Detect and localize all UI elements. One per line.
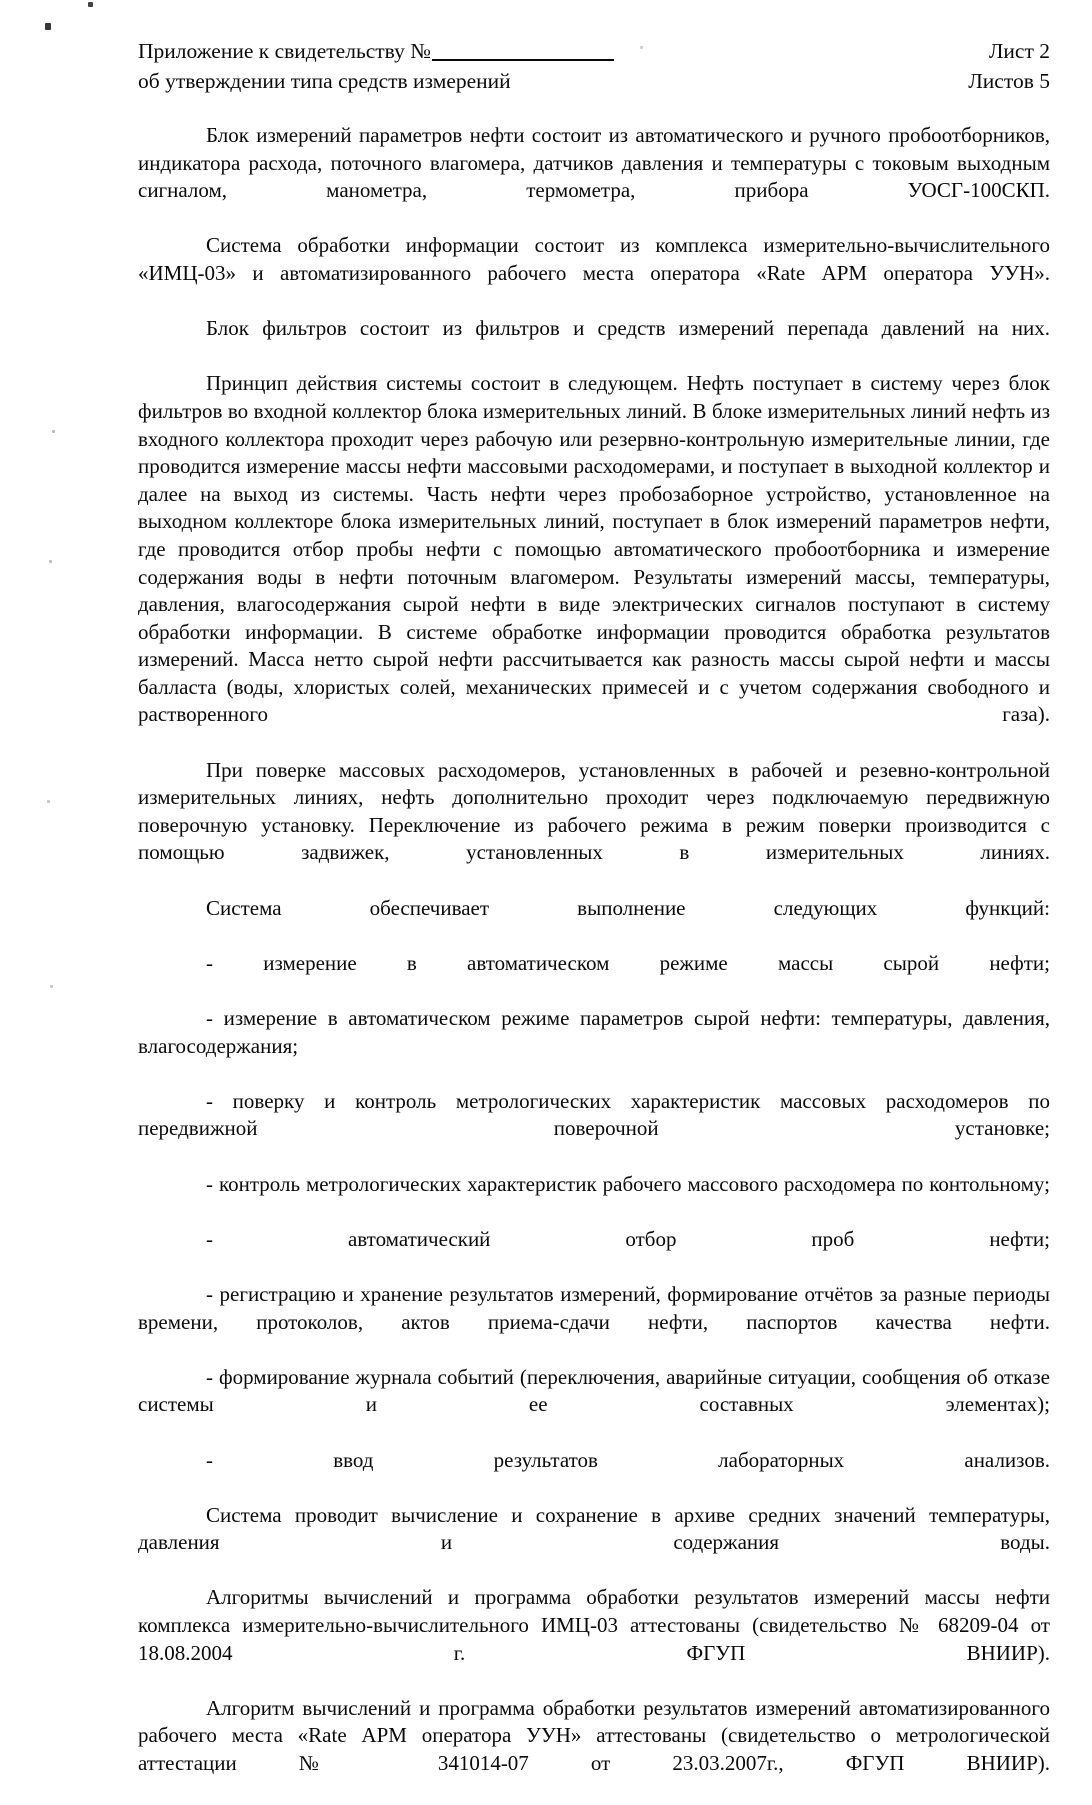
header-certificate-line (138, 36, 614, 66)
header-right-block (968, 36, 1050, 96)
paragraph: Алгоритмы вычислений и программа обработки результатов измерений массы нефти комплекса измерительно-вычислительного ИМЦ-03 аттестованы (свидетельство № 68209-04 от 18.08.2004 г. ФГУП ВНИИР). (138, 1585, 1050, 1665)
document-header (138, 36, 1050, 96)
scan-speckle (49, 560, 52, 563)
function-list-item: - измерение в автоматическом режиме массы сырой нефти; (206, 950, 1050, 975)
scan-speckle (52, 430, 55, 433)
header-subtitle-line: об утверждении типа средств измерений (138, 69, 511, 93)
header-left-block (138, 36, 614, 96)
sheet-total: Листов 5 (968, 69, 1050, 93)
paragraph: Алгоритм вычислений и программа обработки результатов измерений автоматизированного рабочего места «Rate АРМ оператора УУН» аттестованы (свидетельство о метрологической аттестации № 341014-07 от 23.03.2007г., ФГУП ВНИИР). (138, 1695, 1050, 1776)
header-certificate-label: Приложение к свидетельству № (138, 39, 431, 63)
function-list-item: - формирование журнала событий (переключения, аварийные ситуации, сообщения об отказе системы и ее составных элементах); (138, 1364, 1050, 1417)
paragraph: Блок фильтров состоит из фильтров и средств измерений перепада давлений на них. (206, 316, 1050, 341)
document-body (138, 122, 1050, 1805)
function-list-item: - контроль метрологических характеристик рабочего массового расходомера по контольному; (206, 1171, 1050, 1196)
scan-speckle (50, 985, 53, 988)
function-list-item: - измерение в автоматическом режиме параметров сырой нефти: температуры, давления, влагосодержания; (138, 1006, 1050, 1058)
scan-speckle (45, 23, 51, 30)
paragraph: Система обеспечивает выполнение следующих функций: (206, 895, 1050, 920)
certificate-number-blank (432, 59, 614, 61)
function-list-item: - автоматический отбор проб нефти; (206, 1226, 1050, 1251)
paragraph: Принцип действия системы состоит в следующем. Нефть поступает в систему через блок фильтров во входной коллектор блока измерительных линий. В блоке измерительных линий нефть из входного коллектора проходит через рабочую или резервно-контрольную измерительные линии, где проводится измерение массы нефти массовыми расходомерами, и поступает в выходной коллектор и далее на выход из системы. Часть нефти через пробозаборное устройство, установленное на выходном коллекторе блока измерительных линий, поступает в блок измерений параметров нефти, где проводится отбор пробы нефти с помощью автоматического пробоотборника и измерение содержания воды в нефти поточным влагомером. Результаты измерений массы, температуры, давления, влагосодержания сырой нефти в виде электрических сигналов поступают в систему обработки информации. В системе обработке информации проводится обработка результатов измерений. Масса нетто сырой нефти рассчитывается как разность массы сырой нефти и массы балласта (воды, хлористых солей, механических примесей и с учетом содержания свободного и растворенного газа). (138, 371, 1050, 727)
scan-speckle (88, 2, 93, 7)
paragraph: Система обработки информации состоит из комплекса измерительно-вычислительного «ИМЦ-03» и автоматизированного рабочего места оператора «Rate АРМ оператора УУН». (138, 233, 1050, 285)
function-list-item: - ввод результатов лабораторных анализов. (206, 1447, 1050, 1472)
paragraph: Система проводит вычисление и сохранение в архиве средних значений температуры, давления и содержания воды. (138, 1502, 1050, 1555)
function-list-item: - поверку и контроль метрологических характеристик массовых расходомеров по передвижной поверочной установке; (138, 1088, 1050, 1141)
scan-speckle (47, 800, 50, 803)
paragraph: Блок измерений параметров нефти состоит из автоматического и ручного пробоотборников, индикатора расхода, поточного влагомера, датчиков давления и температуры с токовым выходным сигналом, манометра, термометра, прибора УОСГ-100СКП. (138, 123, 1050, 203)
function-list-item: - регистрацию и хранение результатов измерений, формирование отчётов за разные периоды времени, протоколов, актов приема-сдачи нефти, паспортов качества нефти. (138, 1281, 1050, 1334)
sheet-number: Лист 2 (988, 39, 1050, 63)
paragraph: При поверке массовых расходомеров, установленных в рабочей и резевно-контрольной измерительных линиях, нефть дополнительно проходит через подключаемую передвижную поверочную установку. Переключение из рабочего режима в режим поверки производится с помощью задвижек, установленных в измерительных линиях. (138, 757, 1050, 865)
